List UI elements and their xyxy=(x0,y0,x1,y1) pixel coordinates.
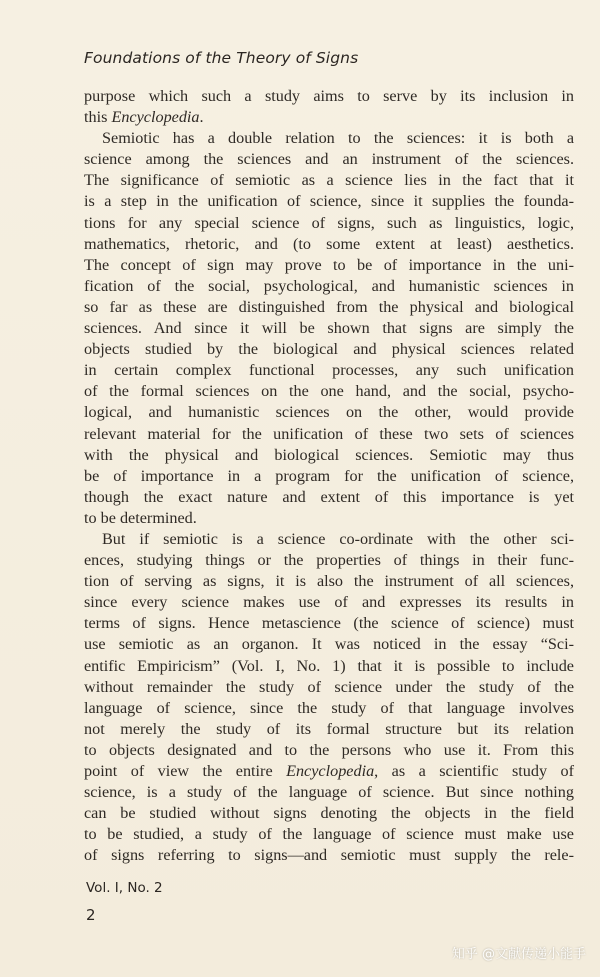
body-text xyxy=(84,86,574,866)
page-number: 2 xyxy=(86,906,96,924)
body-line: purpose which such a study aims to serve by its inclusion in xyxy=(84,87,574,105)
body-line: to objects designated and to the persons who use it. From this xyxy=(84,740,574,759)
body-line: so far as these are distinguished from the physical and biological xyxy=(84,297,574,316)
body-line: without remainder the study of science under the study of the xyxy=(84,677,574,696)
body-line: in certain complex functional processes, any such unification xyxy=(84,361,574,380)
body-line: science, is a study of the language of science. But since nothing xyxy=(84,783,574,802)
body-line: relevant material for the unification of these two sets of sciences xyxy=(84,424,574,443)
body-line: use semiotic as an organon. It was noticed in the essay “Sci- xyxy=(84,635,574,654)
body-line: logical, and humanistic sciences on the other, would provide xyxy=(84,403,574,422)
body-line: with the physical and biological sciences. Semiotic may thus xyxy=(84,445,574,464)
body-line: though the exact nature and extent of this importance is yet xyxy=(84,487,574,506)
body-line: mathematics, rhetoric, and (to some extent at least) aesthetics. xyxy=(84,234,574,253)
body-line: Semiotic has a double relation to the sciences: it is both a xyxy=(102,129,574,148)
body-line: sciences. And since it will be shown that signs are simply the xyxy=(84,319,574,338)
body-line: ences, studying things or the properties of things in their func- xyxy=(84,551,574,570)
running-head: Foundations of the Theory of Signs xyxy=(84,49,359,67)
body-line: tion of serving as signs, it is also the instrument of all sciences, xyxy=(84,572,574,591)
body-line: fication of the social, psychological, and humanistic sciences in xyxy=(84,276,574,295)
body-line: point of view the entire Encyclopedia, as a scientific study of xyxy=(84,762,574,780)
body-line: of the formal sciences on the one hand, and the social, psycho- xyxy=(84,382,574,401)
body-line: not merely the study of its formal structure but its relation xyxy=(84,719,574,738)
body-line: objects studied by the biological and physical sciences related xyxy=(84,340,574,359)
body-line: since every science makes use of and expresses its results in xyxy=(84,593,574,612)
volume-reference: Vol. I, No. 2 xyxy=(86,880,163,896)
watermark: 知乎 @文献传递小能手 xyxy=(451,947,586,962)
body-line: can be studied without signs denoting the objects in the field xyxy=(84,804,574,823)
body-line: of signs referring to signs—and semiotic must supply the rele- xyxy=(84,846,574,865)
body-line: this Encyclopedia. xyxy=(84,108,204,127)
body-line: The concept of sign may prove to be of importance in the uni- xyxy=(84,255,574,274)
body-line: language of science, since the study of that language involves xyxy=(84,698,574,717)
body-line: be of importance in a program for the unification of science, xyxy=(84,466,574,485)
body-line: But if semiotic is a science co-ordinate with the other sci- xyxy=(102,529,574,548)
body-line: to be studied, a study of the language of science must make use xyxy=(84,825,574,844)
body-line: terms of signs. Hence metascience (the science of science) must xyxy=(84,614,574,633)
body-line: tions for any special science of signs, such as linguistics, logic, xyxy=(84,213,574,232)
body-line: to be determined. xyxy=(84,508,197,527)
body-line: entific Empiricism” (Vol. I, No. 1) that it is possible to include xyxy=(84,656,574,675)
body-line: is a step in the unification of science, since it supplies the founda- xyxy=(84,192,574,211)
body-line: The significance of semiotic as a science lies in the fact that it xyxy=(84,171,574,190)
body-line: science among the sciences and an instrument of the sciences. xyxy=(84,150,574,169)
